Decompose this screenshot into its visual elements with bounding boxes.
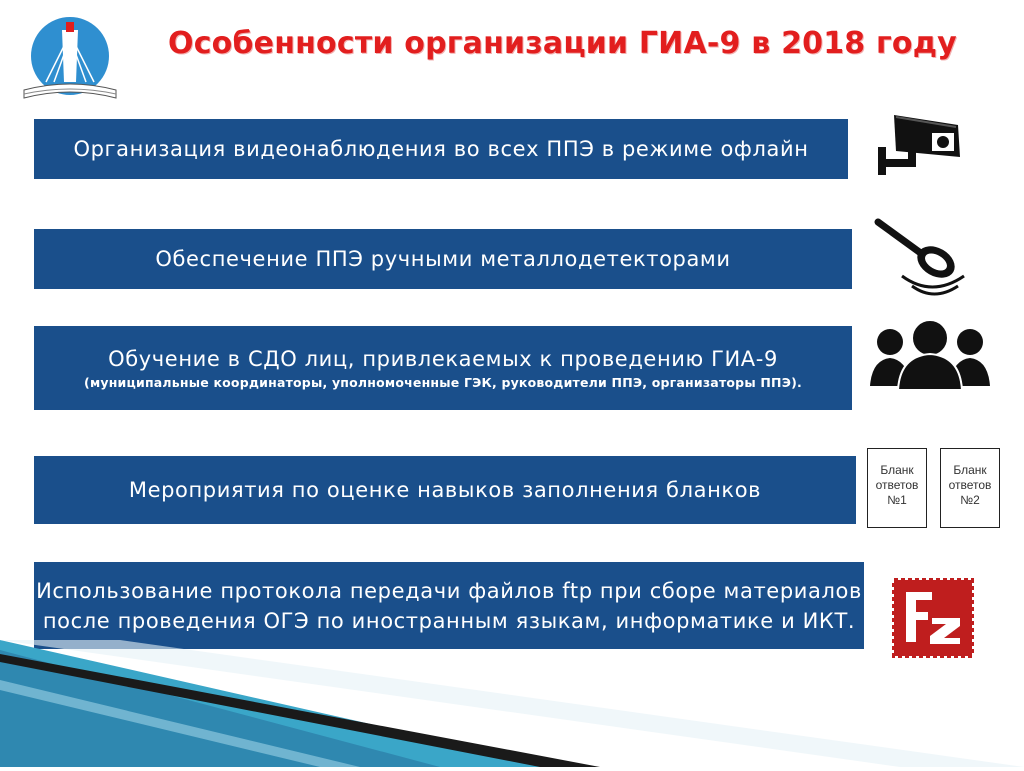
item-subtext: (муниципальные координаторы, уполномоченные ГЭК, руководители ППЭ, организаторы ППЭ). <box>84 375 802 390</box>
item-text-line2: после проведения ОГЭ по иностранным языкам, информатике и ИКТ. <box>42 608 856 633</box>
item-metal-detectors <box>34 229 852 289</box>
form-label: Бланк <box>953 463 987 477</box>
people-icon <box>870 316 990 390</box>
answer-form-1 <box>867 448 927 528</box>
item-text: Использование протокола передачи файлов ftp при сборе материалов <box>36 578 862 603</box>
answer-form-2 <box>940 448 1000 528</box>
item-ftp <box>34 562 864 649</box>
form-label: Бланк <box>880 463 914 477</box>
camera-icon <box>872 103 968 179</box>
item-forms-skills <box>34 456 856 524</box>
logo-emblem <box>16 12 124 106</box>
item-text: Мероприятия по оценке навыков заполнения бланков <box>128 478 762 502</box>
form-label: ответов <box>875 478 919 492</box>
item-video-surveillance <box>34 119 848 179</box>
decorative-stripes <box>0 640 1024 767</box>
item-text: Обучение в СДО лиц, привлекаемых к проведению ГИА-9 <box>108 347 778 371</box>
metal-detector-icon <box>872 212 972 302</box>
page-title: Особенности организации ГИА-9 в 2018 году <box>168 26 957 61</box>
item-text: Организация видеонаблюдения во всех ППЭ в режиме офлайн <box>73 137 809 161</box>
item-training <box>34 326 852 410</box>
form-label: №2 <box>960 493 980 507</box>
form-label: №1 <box>887 493 907 507</box>
form-label: ответов <box>948 478 992 492</box>
item-text: Обеспечение ППЭ ручными металлодетекторами <box>155 247 731 271</box>
